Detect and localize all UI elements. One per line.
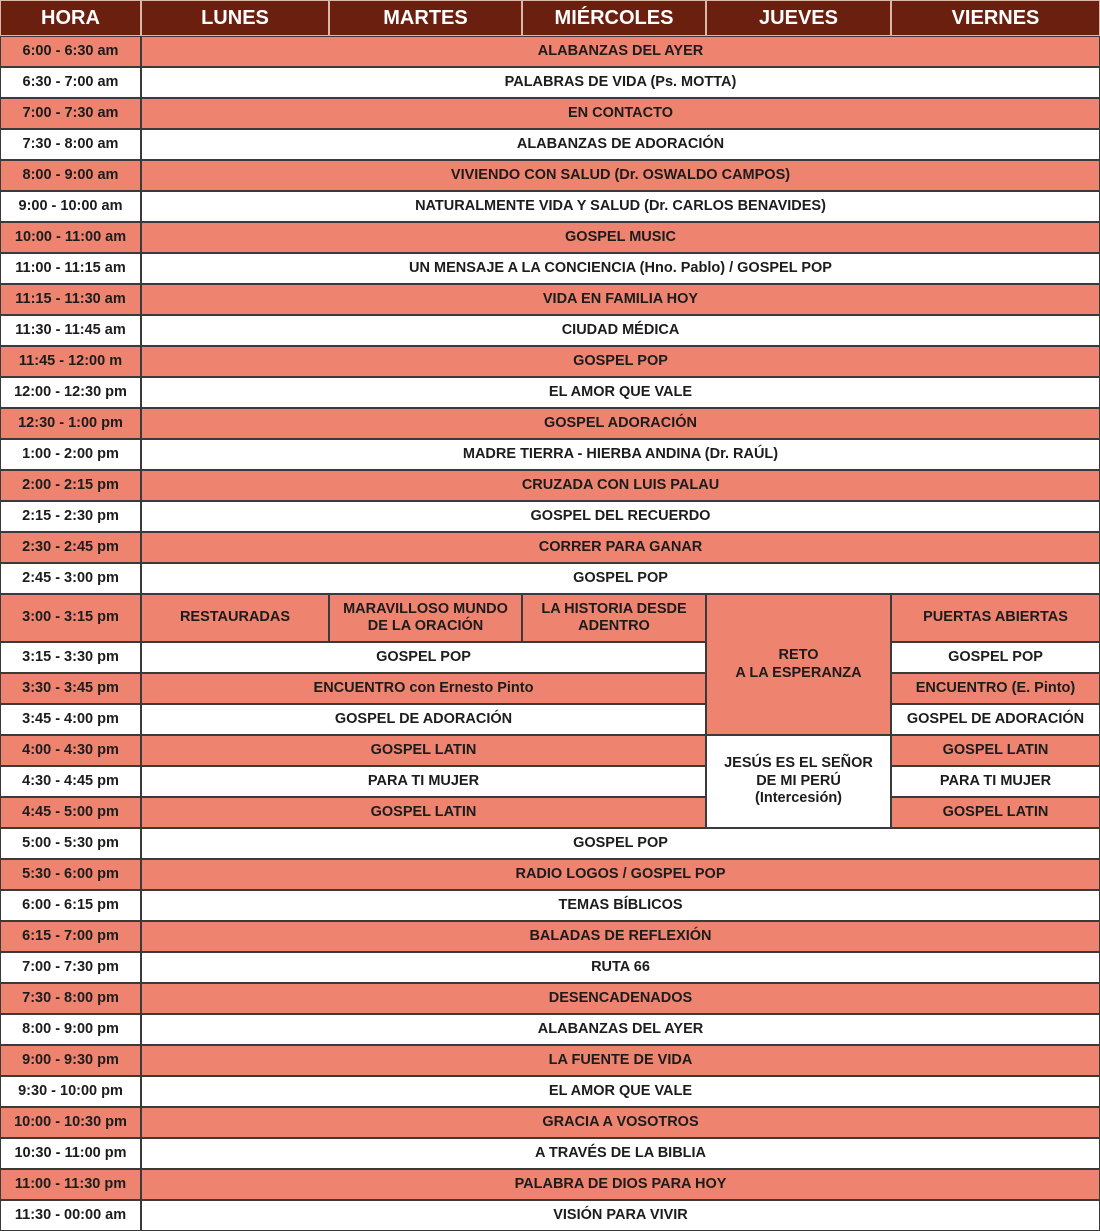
program-cell-viernes: GOSPEL DE ADORACIÓN <box>891 704 1100 735</box>
time-cell: 9:00 - 10:00 am <box>0 191 141 222</box>
program-cell-lun-mie: GOSPEL DE ADORACIÓN <box>141 704 706 735</box>
time-cell: 10:00 - 10:30 pm <box>0 1107 141 1138</box>
program-cell-lun-mie: GOSPEL POP <box>141 642 706 673</box>
program-cell: GRACIA A VOSOTROS <box>141 1107 1100 1138</box>
program-cell: ALABANZAS DE ADORACIÓN <box>141 129 1100 160</box>
time-cell: 10:30 - 11:00 pm <box>0 1138 141 1169</box>
program-line: JESÚS ES EL SEÑOR <box>724 755 873 772</box>
program-cell: PALABRAS DE VIDA (Ps. MOTTA) <box>141 67 1100 98</box>
time-cell: 11:00 - 11:30 pm <box>0 1169 141 1200</box>
program-line: A LA ESPERANZA <box>735 664 862 681</box>
program-cell: CIUDAD MÉDICA <box>141 315 1100 346</box>
program-cell: EL AMOR QUE VALE <box>141 377 1100 408</box>
header-martes: MARTES <box>329 0 522 36</box>
program-cell-viernes: PARA TI MUJER <box>891 766 1100 797</box>
program-line: DE MI PERÚ <box>756 772 841 789</box>
time-cell: 11:45 - 12:00 m <box>0 346 141 377</box>
program-cell-lun-mie: GOSPEL LATIN <box>141 797 706 828</box>
time-cell: 1:00 - 2:00 pm <box>0 439 141 470</box>
program-cell-lun-mie: GOSPEL LATIN <box>141 735 706 766</box>
header-hora: HORA <box>0 0 141 36</box>
program-cell-viernes: GOSPEL POP <box>891 642 1100 673</box>
program-cell-viernes: PUERTAS ABIERTAS <box>891 594 1100 642</box>
program-line: MARAVILLOSO MUNDO <box>343 600 508 617</box>
time-cell: 4:30 - 4:45 pm <box>0 766 141 797</box>
header-jueves: JUEVES <box>706 0 891 36</box>
program-cell-lun-mie: PARA TI MUJER <box>141 766 706 797</box>
time-cell: 11:15 - 11:30 am <box>0 284 141 315</box>
program-cell: DESENCADENADOS <box>141 983 1100 1014</box>
program-cell: VIVIENDO CON SALUD (Dr. OSWALDO CAMPOS) <box>141 160 1100 191</box>
program-line: ADENTRO <box>578 618 650 634</box>
time-cell: 8:00 - 9:00 am <box>0 160 141 191</box>
program-line: (Intercesión) <box>754 790 842 807</box>
time-cell: 10:00 - 11:00 am <box>0 222 141 253</box>
program-cell-viernes: ENCUENTRO (E. Pinto) <box>891 673 1100 704</box>
program-cell-viernes: GOSPEL LATIN <box>891 797 1100 828</box>
program-cell: UN MENSAJE A LA CONCIENCIA (Hno. Pablo) / GOSPEL POP <box>141 253 1100 284</box>
program-cell-jueves-jesus <box>706 735 891 828</box>
time-cell: 7:30 - 8:00 am <box>0 129 141 160</box>
time-cell: 6:30 - 7:00 am <box>0 67 141 98</box>
program-cell: NATURALMENTE VIDA Y SALUD (Dr. CARLOS BENAVIDES) <box>141 191 1100 222</box>
program-cell: GOSPEL DEL RECUERDO <box>141 501 1100 532</box>
program-cell: GOSPEL MUSIC <box>141 222 1100 253</box>
program-cell-lunes: RESTAURADAS <box>141 594 329 642</box>
time-cell: 6:00 - 6:30 am <box>0 36 141 67</box>
time-cell: 3:30 - 3:45 pm <box>0 673 141 704</box>
time-cell: 9:00 - 9:30 pm <box>0 1045 141 1076</box>
program-cell: ALABANZAS DEL AYER <box>141 1014 1100 1045</box>
program-cell: EN CONTACTO <box>141 98 1100 129</box>
program-line: LA HISTORIA DESDE <box>541 600 687 617</box>
time-cell: 6:00 - 6:15 pm <box>0 890 141 921</box>
time-cell: 7:00 - 7:30 am <box>0 98 141 129</box>
program-cell: GOSPEL ADORACIÓN <box>141 408 1100 439</box>
header-lunes: LUNES <box>141 0 329 36</box>
program-cell: TEMAS BÍBLICOS <box>141 890 1100 921</box>
time-cell: 2:30 - 2:45 pm <box>0 532 141 563</box>
program-cell: CRUZADA CON LUIS PALAU <box>141 470 1100 501</box>
program-cell: GOSPEL POP <box>141 828 1100 859</box>
program-line: DE LA ORACIÓN <box>367 618 484 634</box>
program-cell-viernes: GOSPEL LATIN <box>891 735 1100 766</box>
time-cell: 2:00 - 2:15 pm <box>0 470 141 501</box>
time-cell: 12:30 - 1:00 pm <box>0 408 141 439</box>
program-cell: PALABRA DE DIOS PARA HOY <box>141 1169 1100 1200</box>
time-cell: 3:45 - 4:00 pm <box>0 704 141 735</box>
program-cell: VIDA EN FAMILIA HOY <box>141 284 1100 315</box>
program-cell: EL AMOR QUE VALE <box>141 1076 1100 1107</box>
program-cell-miercoles <box>522 594 706 642</box>
program-cell: CORRER PARA GANAR <box>141 532 1100 563</box>
program-cell-jueves-reto <box>706 594 891 735</box>
program-cell: GOSPEL POP <box>141 346 1100 377</box>
time-cell: 11:00 - 11:15 am <box>0 253 141 284</box>
time-cell: 2:15 - 2:30 pm <box>0 501 141 532</box>
program-cell: ALABANZAS DEL AYER <box>141 36 1100 67</box>
time-cell: 11:30 - 00:00 am <box>0 1200 141 1231</box>
program-cell: GOSPEL POP <box>141 563 1100 594</box>
program-cell: MADRE TIERRA - HIERBA ANDINA (Dr. RAÚL) <box>141 439 1100 470</box>
program-cell: RUTA 66 <box>141 952 1100 983</box>
program-cell: LA FUENTE DE VIDA <box>141 1045 1100 1076</box>
time-cell: 11:30 - 11:45 am <box>0 315 141 346</box>
program-cell: VISIÓN PARA VIVIR <box>141 1200 1100 1231</box>
time-cell: 5:30 - 6:00 pm <box>0 859 141 890</box>
time-cell: 7:00 - 7:30 pm <box>0 952 141 983</box>
time-cell: 4:00 - 4:30 pm <box>0 735 141 766</box>
time-cell: 4:45 - 5:00 pm <box>0 797 141 828</box>
program-cell-lun-mie: ENCUENTRO con Ernesto Pinto <box>141 673 706 704</box>
program-cell: BALADAS DE REFLEXIÓN <box>141 921 1100 952</box>
time-cell: 3:00 - 3:15 pm <box>0 594 141 642</box>
program-cell: A TRAVÉS DE LA BIBLIA <box>141 1138 1100 1169</box>
program-cell: RADIO LOGOS / GOSPEL POP <box>141 859 1100 890</box>
time-cell: 7:30 - 8:00 pm <box>0 983 141 1014</box>
program-line: RETO <box>778 647 819 664</box>
header-miercoles: MIÉRCOLES <box>522 0 706 36</box>
time-cell: 6:15 - 7:00 pm <box>0 921 141 952</box>
header-viernes: VIERNES <box>891 0 1100 36</box>
time-cell: 3:15 - 3:30 pm <box>0 642 141 673</box>
time-cell: 9:30 - 10:00 pm <box>0 1076 141 1107</box>
time-cell: 8:00 - 9:00 pm <box>0 1014 141 1045</box>
program-cell-martes <box>329 594 522 642</box>
time-cell: 12:00 - 12:30 pm <box>0 377 141 408</box>
time-cell: 2:45 - 3:00 pm <box>0 563 141 594</box>
time-cell: 5:00 - 5:30 pm <box>0 828 141 859</box>
